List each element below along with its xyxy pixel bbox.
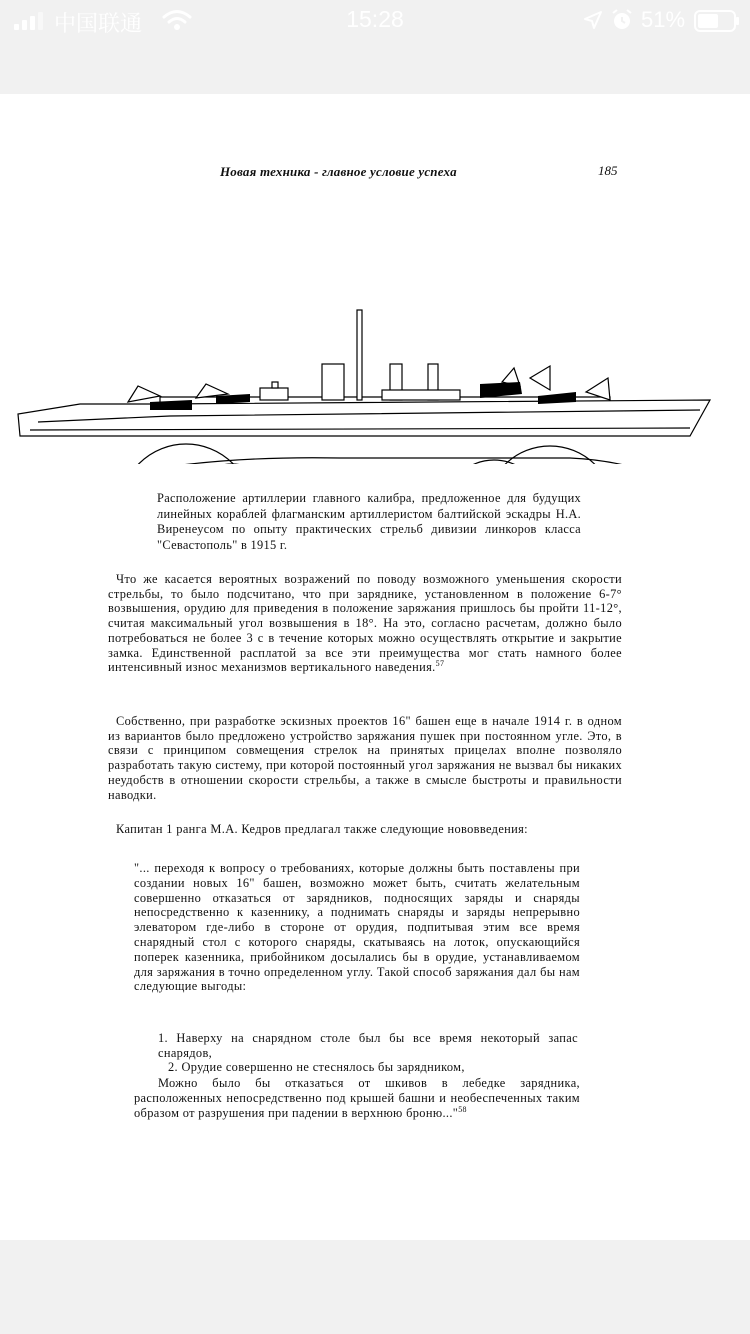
quote-closing bbox=[134, 1076, 580, 1120]
bottom-area bbox=[0, 1240, 750, 1334]
footnote-ref-57: 57 bbox=[435, 659, 445, 669]
paragraph-1-text: Что же касается вероятных возражений по поводу возможного уменьшения скорости стрельбы, то было подсчитано, что при зарядникe, установленном в положение 6-7° возвышения, орудию для приведения в положение заряжания пришлось бы пройти 11-12°, считая максимальный угол возвышения в 18°. На это, согласно расчетам, должно было потребоваться не более 3 с в течение которых можно осуществлять открытие и закрытие замка. Единственной расплатой за все эти преимущества мог стать намного более интенсивный износ механизмов вертикального наведения. bbox=[108, 572, 622, 675]
running-head: Новая техника - главное условие успеха bbox=[220, 164, 457, 179]
status-bar bbox=[0, 0, 750, 40]
paragraph-1 bbox=[108, 572, 622, 675]
quote-closing-text: Можно было бы отказаться от шкивов в лебедке зарядника, расположенных непосредственно под крышей башни и необеспеченных таким образом от разрушения при падении в верхнюю броню..." bbox=[134, 1076, 580, 1120]
quote-intro: "... переходя к вопросу о требованиях, которые должны быть поставлены при создании новых 16" башен, возможно может быть, считать желательным совершенно отказаться от зарядников, подносящих заряды и снаряды непосредственно к казеннику, а поднимать снаряды и заряды непрерывно элеватором где-либо в стороне от орудия, подпитывая этим все время снарядный стол с которого снаряды, скатываясь на лоток, опускающийся поперек казенника, прибойником досылались бы в орудие, устанавливаемом для заряжания в точно определенном углу. Такой способ заряжания дал бы нам следующие выгоды: bbox=[134, 861, 580, 994]
book-page bbox=[0, 94, 750, 1240]
carrier-name: 中国联通 bbox=[54, 11, 143, 36]
ship-side-profile bbox=[18, 310, 710, 436]
paragraph-2: Собственно, при разработке эскизных проектов 16" башен еще в начале 1914 г. в одном из вариантов было предложено устройство заряжания пушек при постоянном угле. Это, в связи с принципом совмещения стрелок на принятых прицелах вполне позволяло разработать такую систему, при которой постоянный угол заряжания не вызвал бы никаких неудобств в отношении скорости стрельбы, а также в смысле быстроты и правильности наводки. bbox=[108, 714, 622, 802]
paragraph-3: Капитан 1 ранга М.А. Кедров предлагал также следующие нововведения: bbox=[116, 822, 528, 836]
alarm-icon bbox=[610, 8, 634, 32]
quote-item-1: 1. Наверху на снарядном столе был бы все время некоторый запас снарядов, bbox=[158, 1031, 578, 1060]
clock-time: 15:28 bbox=[346, 6, 404, 32]
battery-percent: 51% bbox=[641, 7, 686, 32]
location-icon bbox=[583, 10, 603, 30]
battery-icon bbox=[694, 10, 740, 32]
ship-plan-view bbox=[12, 444, 716, 464]
figure-caption: Расположение артиллерии главного калибра, предложенное для будущих линейных кораблей флагманским артиллеристом балтийской эскадры Н.А. Виренеусом по опыту практических стрельб дивизии линкоров класса "Севастополь" в 1915 г. bbox=[157, 491, 581, 552]
quote-item-2: 2. Орудие совершенно не стеснялось бы зарядником, bbox=[168, 1060, 465, 1074]
footnote-ref-58: 58 bbox=[458, 1104, 467, 1114]
battleship-figure bbox=[10, 204, 720, 464]
page-number: 185 bbox=[598, 163, 618, 178]
